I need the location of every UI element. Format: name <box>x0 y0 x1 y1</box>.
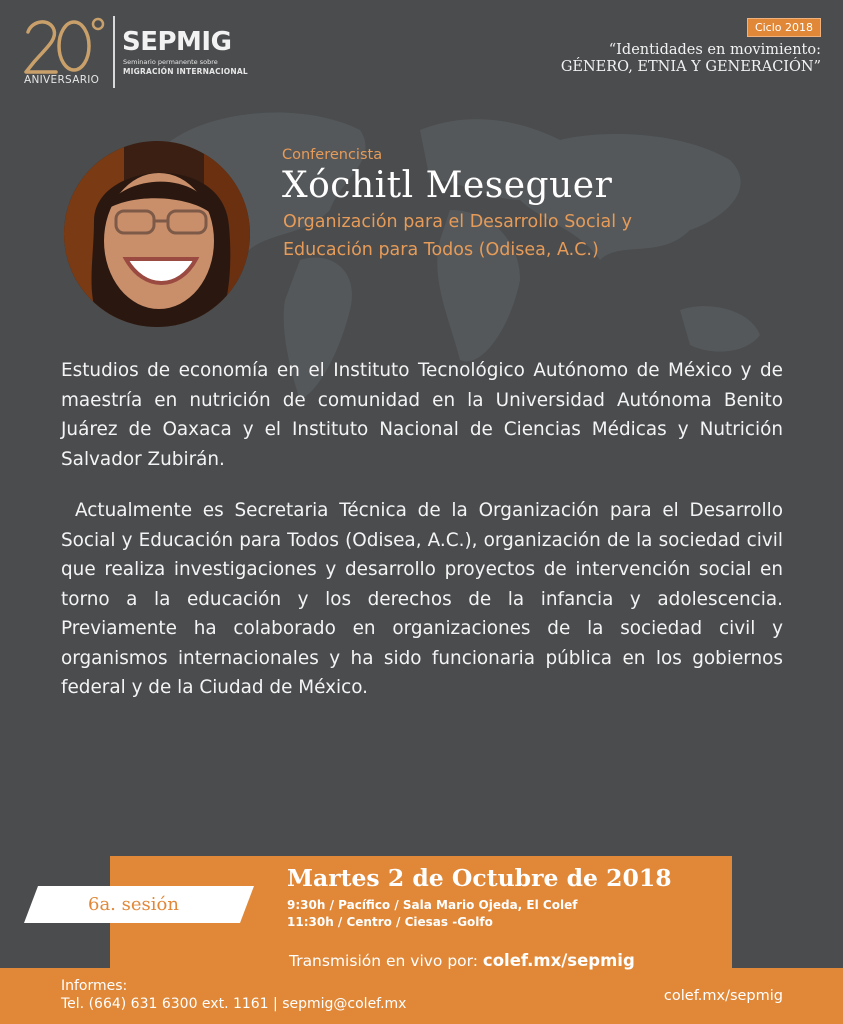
stream-link[interactable]: colef.mx/sepmig <box>482 951 635 970</box>
stream-info <box>289 951 635 970</box>
session-number: 6a. sesión <box>88 894 179 915</box>
speaker-name: Xóchitl Meseguer <box>282 165 613 206</box>
cycle-title-line1: “Identidades en movimiento: <box>608 42 821 58</box>
bio-paragraph-2: Actualmente es Secretaria Técnica de la Organización para el Desarrollo Social y Educación para Todos (Odisea, A.C.), organización de la sociedad civil que realiza investigaciones y desarrollo proyectos de intervención social en torno a la educación y los derechos de la infancia y adolescencia. Previamente ha colaborado en organizaciones de la sociedad civil y organismos internacionales y ha sido funcionaria pública en los gobiernos federal y de la Ciudad de México. <box>61 500 783 698</box>
info-label: Informes: <box>61 978 128 994</box>
speaker-organization-line2: Educación para Todos (Odisea, A.C.) <box>283 240 599 260</box>
anniversary-label: ANIVERSARIO <box>24 74 100 86</box>
session-date: Martes 2 de Octubre de 2018 <box>287 864 672 892</box>
footer-website-link[interactable]: colef.mx/sepmig <box>663 988 783 1004</box>
speaker-role: Conferencista <box>282 147 383 163</box>
cycle-badge: Ciclo 2018 <box>747 18 821 37</box>
bio-paragraph-1: Estudios de economía en el Instituto Tecnológico Autónomo de México y de maestría en nutrición de comunidad en la Universidad Autónoma Benito Juárez de Oaxaca y el Instituto Nacional de Ciencias Médicas y Nutrición Salvador Zubirán. <box>61 360 783 470</box>
info-contact[interactable]: Tel. (664) 631 6300 ext. 1161 | sepmig@colef.mx <box>61 996 407 1012</box>
sepmig-subtitle-line1: Seminario permanente sobre <box>123 58 218 66</box>
speaker-organization-line1: Organización para el Desarrollo Social y <box>283 212 632 232</box>
cycle-title-line2: GÉNERO, ETNIA Y GENERACIÓN” <box>560 59 821 75</box>
stream-label: Transmisión en vivo por: <box>289 952 478 970</box>
sepmig-logo: SEPMIG <box>122 27 232 57</box>
sepmig-subtitle-line2: MIGRACIÓN INTERNACIONAL <box>123 67 248 76</box>
speaker-photo <box>64 141 250 327</box>
session-time-pacific: 9:30h / Pacífico / Sala Mario Ojeda, El Colef <box>287 898 578 912</box>
session-time-central: 11:30h / Centro / Ciesas -Golfo <box>287 915 493 929</box>
logo-divider <box>113 16 115 88</box>
